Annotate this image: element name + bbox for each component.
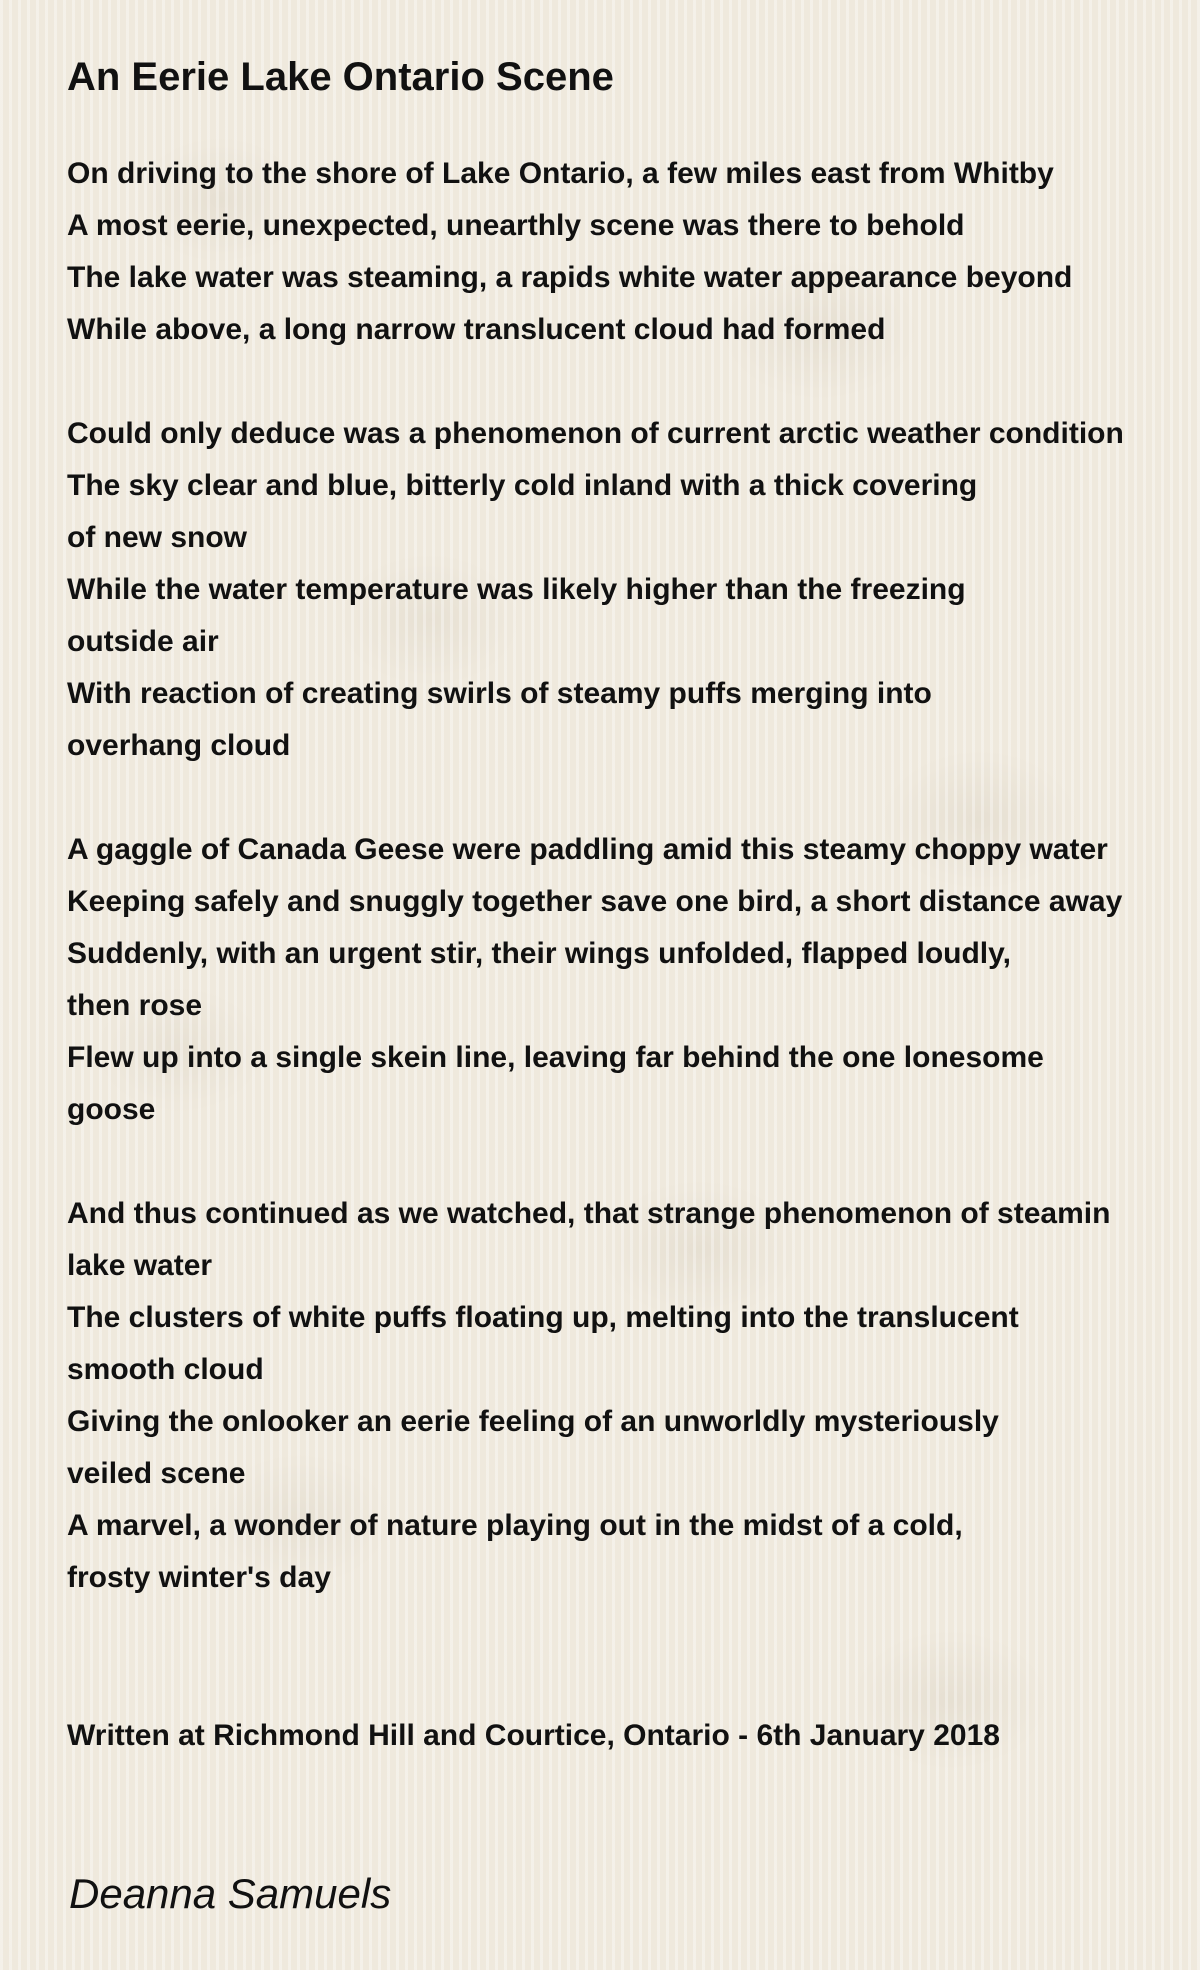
poem-line: While the water temperature was likely higher than the freezing — [67, 573, 966, 606]
poem-title: An Eerie Lake Ontario Scene — [67, 55, 614, 99]
stanza-4 — [67, 1188, 1200, 1604]
stanza-2 — [67, 408, 1200, 772]
poem-body — [67, 148, 1200, 1604]
poem-author: Deanna Samuels — [69, 1870, 392, 1917]
stanza-break — [67, 772, 1200, 824]
poem-line: overhang cloud — [67, 729, 291, 762]
poem-dateline: Written at Richmond Hill and Courtice, Ontario - 6th January 2018 — [67, 1719, 1000, 1752]
stanza-break — [67, 1136, 1200, 1188]
poem-line: A most eerie, unexpected, unearthly scene was there to behold — [67, 209, 965, 242]
poem-line: lake water — [67, 1249, 213, 1282]
poem-line: A marvel, a wonder of nature playing out in the midst of a cold, — [67, 1509, 963, 1542]
poem-line: then rose — [67, 989, 203, 1022]
poem-line: On driving to the shore of Lake Ontario, a few miles east from Whitby — [67, 157, 1054, 190]
poem-line: Suddenly, with an urgent stir, their wings unfolded, flapped loudly, — [67, 937, 1011, 970]
poem-line: Keeping safely and snuggly together save one bird, a short distance away — [67, 885, 1123, 918]
stanza-3 — [67, 824, 1200, 1136]
poem-line: Flew up into a single skein line, leaving far behind the one lonesome — [67, 1041, 1044, 1074]
poem-line: Could only deduce was a phenomenon of current arctic weather condition — [67, 417, 1124, 450]
stanza-break — [67, 356, 1200, 408]
poem-line: While above, a long narrow translucent cloud had formed — [67, 313, 886, 346]
poem-line: smooth cloud — [67, 1353, 264, 1386]
poem-line: The clusters of white puffs floating up, melting into the translucent — [67, 1301, 1019, 1334]
poem-line: veiled scene — [67, 1457, 246, 1490]
poem-line: A gaggle of Canada Geese were paddling amid this steamy choppy water — [67, 833, 1108, 866]
poem-line: With reaction of creating swirls of steamy puffs merging into — [67, 677, 932, 710]
poem-line: The lake water was steaming, a rapids white water appearance beyond — [67, 261, 1073, 294]
poem-line: of new snow — [67, 521, 247, 554]
stanza-1 — [67, 148, 1200, 356]
poem-line: outside air — [67, 625, 219, 658]
poem-line: frosty winter's day — [67, 1561, 331, 1594]
poem-line: Giving the onlooker an eerie feeling of an unworldly mysteriously — [67, 1405, 999, 1438]
poem-line: The sky clear and blue, bitterly cold inland with a thick covering — [67, 469, 978, 502]
poem-line: goose — [67, 1093, 156, 1126]
poem-line: And thus continued as we watched, that strange phenomenon of steamin — [67, 1197, 1111, 1230]
